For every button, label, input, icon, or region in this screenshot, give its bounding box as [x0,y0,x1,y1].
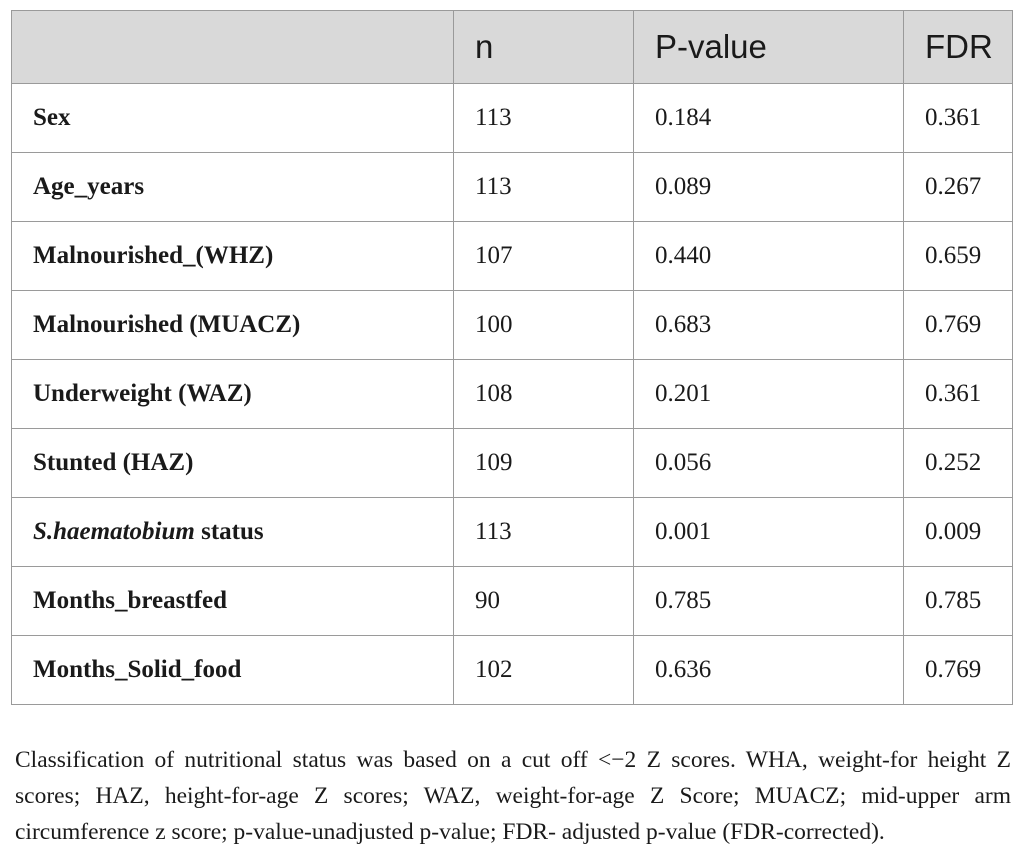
results-table [11,10,1013,705]
fdr-cell: 0.361 [904,360,1013,429]
fdr-cell: 0.267 [904,153,1013,222]
p-value-cell: 0.201 [634,360,904,429]
n-cell: 100 [454,291,634,360]
table-header [12,11,1013,84]
variable-cell: Age_years [12,153,454,222]
header-fdr: FDR [904,11,1013,84]
header-row [12,11,1013,84]
p-value-cell: 0.683 [634,291,904,360]
p-value-cell: 0.636 [634,636,904,705]
fdr-cell: 0.252 [904,429,1013,498]
table-footnote: Classification of nutritional status was based on a cut off <−2 Z scores. WHA, weight-for height Z scores; HAZ, height-for-age Z scores; WAZ, weight-for-age Z Score; MUACZ; mid-upper arm circumference z score; p-value-unadjusted p-value; FDR- adjusted p-value (FDR-corrected). [15,746,1011,845]
variable-cell: Months_Solid_food [12,636,454,705]
p-value-cell: 0.440 [634,222,904,291]
fdr-cell: 0.361 [904,84,1013,153]
n-cell: 102 [454,636,634,705]
n-cell: 107 [454,222,634,291]
header-variable [12,11,454,84]
n-cell: 113 [454,153,634,222]
variable-cell [12,498,454,567]
table-row [12,222,1013,291]
p-value-cell: 0.785 [634,567,904,636]
n-cell: 113 [454,498,634,567]
table-row [12,153,1013,222]
variable-cell: Malnourished (MUACZ) [12,291,454,360]
fdr-cell: 0.659 [904,222,1013,291]
variable-cell: Underweight (WAZ) [12,360,454,429]
header-p-value: P-value [634,11,904,84]
variable-cell: Malnourished_(WHZ) [12,222,454,291]
p-value-cell: 0.056 [634,429,904,498]
variable-suffix: status [194,518,264,545]
n-cell: 90 [454,567,634,636]
fdr-cell: 0.769 [904,291,1013,360]
table-row [12,429,1013,498]
variable-cell: Months_breastfed [12,567,454,636]
results-table-container [11,10,1012,705]
variable-cell: Sex [12,84,454,153]
table-row [12,498,1013,567]
table-body [12,84,1013,705]
p-value-cell: 0.184 [634,84,904,153]
fdr-cell: 0.769 [904,636,1013,705]
n-cell: 109 [454,429,634,498]
n-cell: 113 [454,84,634,153]
table-row [12,84,1013,153]
table-row [12,636,1013,705]
fdr-cell: 0.009 [904,498,1013,567]
p-value-cell: 0.001 [634,498,904,567]
table-row [12,291,1013,360]
table-row [12,567,1013,636]
fdr-cell: 0.785 [904,567,1013,636]
species-name: S.haematobium [33,518,195,545]
header-n: n [454,11,634,84]
n-cell: 108 [454,360,634,429]
table-row [12,360,1013,429]
p-value-cell: 0.089 [634,153,904,222]
variable-cell: Stunted (HAZ) [12,429,454,498]
